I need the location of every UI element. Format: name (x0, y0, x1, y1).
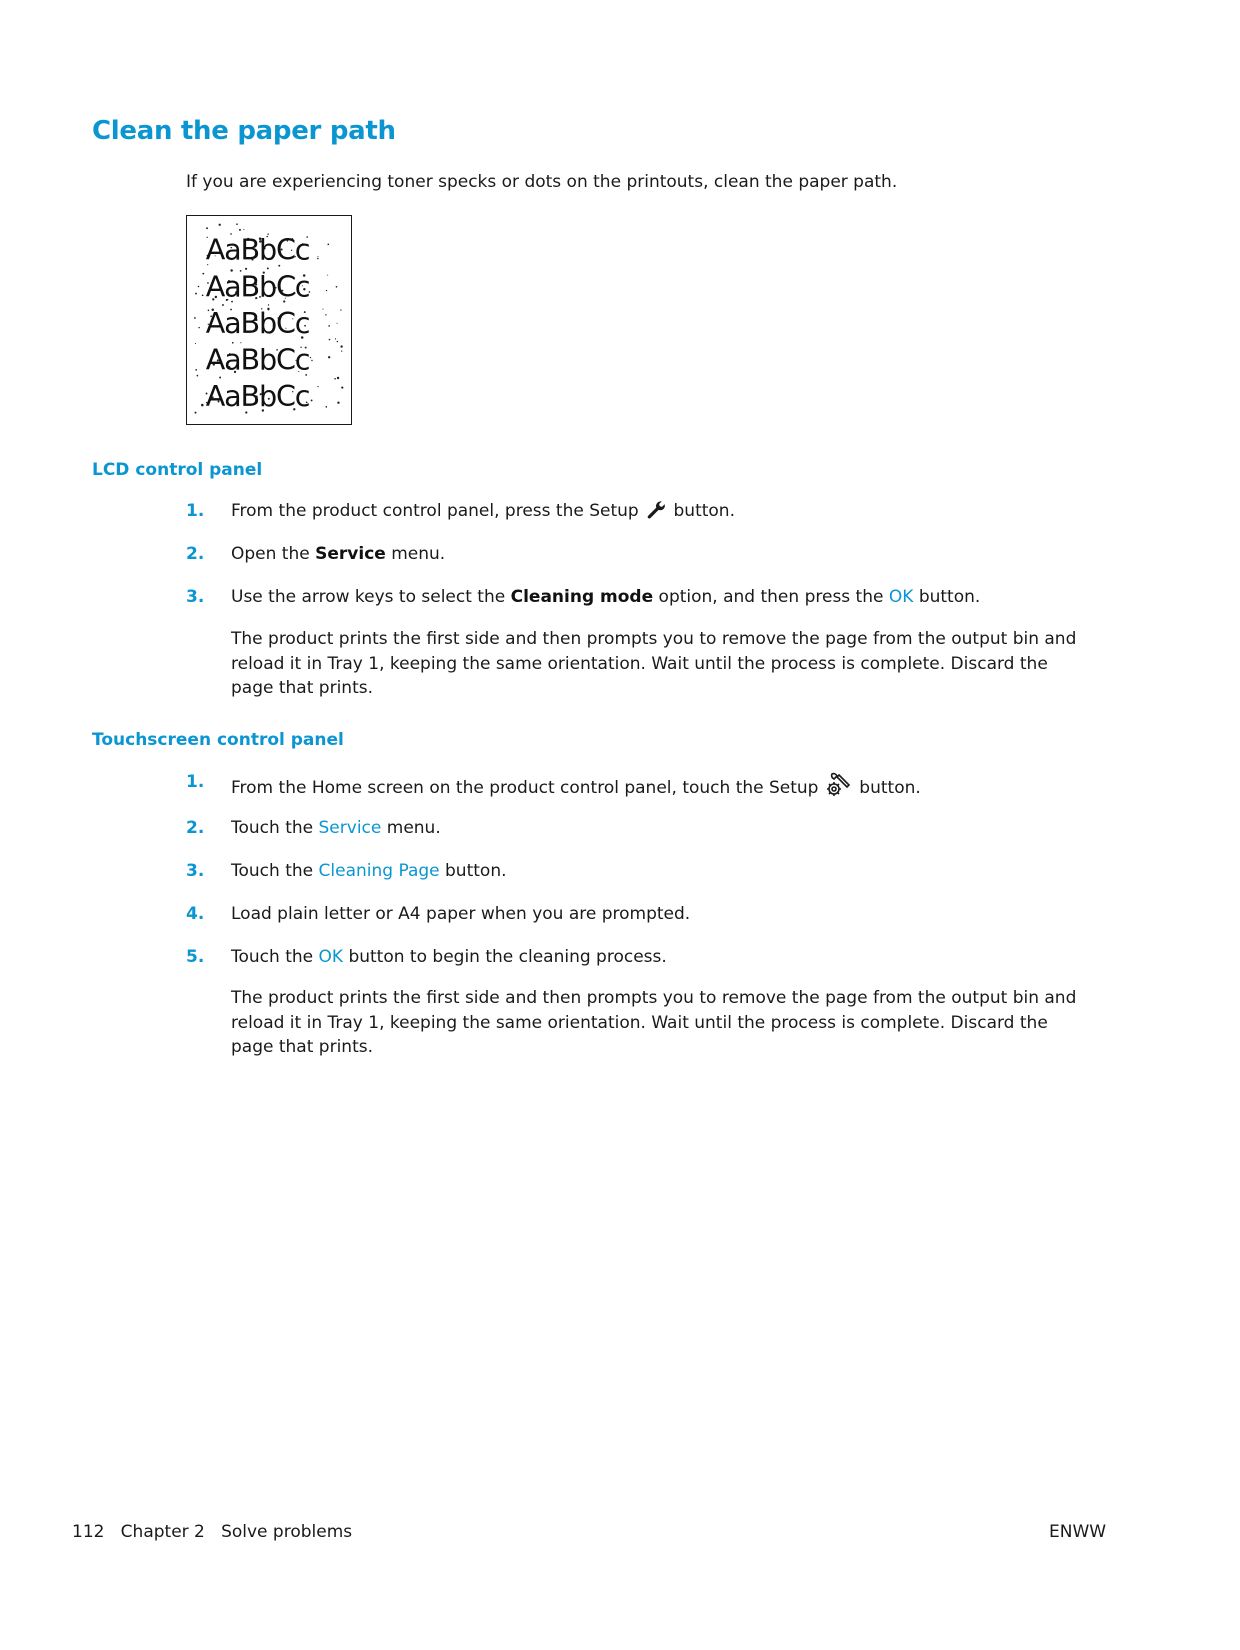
page-number: 112 (72, 1522, 105, 1542)
toner-speck (202, 294, 204, 296)
step-number: 4. (186, 904, 205, 924)
step-number: 1. (186, 772, 205, 792)
toner-speck (335, 338, 336, 339)
toner-speck (334, 378, 336, 380)
toner-speck (337, 341, 339, 343)
toner-speck (317, 386, 318, 387)
step-text-end: button. (445, 861, 507, 881)
toner-speck (195, 412, 197, 414)
toner-speck (219, 224, 221, 226)
step-text-end: menu. (386, 818, 441, 838)
toner-speck (310, 357, 311, 358)
step-text-end: menu. (391, 544, 446, 564)
intro-text: If you are experiencing toner specks or dots on the printouts, clean the paper path. (186, 172, 898, 192)
step-number: 3. (186, 861, 205, 881)
chapter-label: Chapter 2 (120, 1522, 205, 1542)
step-number: 2. (186, 818, 205, 838)
step-text: Touch the (231, 818, 314, 838)
toner-speck (341, 386, 343, 388)
sample-line-4: AaBbCc (205, 342, 310, 377)
service-menu-name: Service (315, 544, 386, 564)
step-text-end: button. (673, 501, 735, 521)
toner-speck (327, 275, 328, 276)
ok-button-label: OK (318, 947, 344, 967)
toner-speck (317, 258, 319, 260)
sample-line-2: AaBbCc (205, 269, 310, 304)
step-text: Use the arrow keys to select the (231, 587, 506, 607)
cleaning-page-button-label: Cleaning Page (318, 861, 440, 881)
step-text: Touch the (231, 861, 314, 881)
footer-left (72, 1522, 352, 1542)
footer-edition: ENWW (1049, 1522, 1107, 1542)
step-number: 2. (186, 544, 205, 564)
sample-line-5: AaBbCc (205, 378, 310, 413)
setup-tools-icon (826, 771, 852, 803)
toner-speck (337, 402, 339, 404)
ok-button-label: OK (888, 587, 914, 607)
step-text: Touch the (231, 947, 314, 967)
toner-speck (195, 293, 197, 295)
step-text-mid: option, and then press the (658, 587, 884, 607)
toner-speck (340, 309, 341, 310)
toner-speck (326, 290, 327, 291)
toner-speck (328, 325, 330, 327)
toner-speck (325, 314, 326, 315)
toner-speck (311, 360, 312, 361)
toner-speck (337, 377, 339, 379)
touch-note: The product prints the first side and then prompts you to remove the page from the output bin and reload it in Tray 1, keeping the same orientation. Wait until the process is complete. Discard the page that prints. (231, 988, 1077, 1057)
wrench-icon (646, 500, 666, 526)
toner-speck (341, 351, 342, 352)
toner-speck (194, 317, 196, 319)
step-text-end: button. (918, 587, 981, 607)
toner-specks-sample-image (186, 215, 352, 425)
touchscreen-section-heading: Touchscreen control panel (92, 730, 344, 750)
toner-speck (236, 223, 238, 225)
chapter-title: Solve problems (221, 1522, 353, 1542)
toner-speck (311, 399, 313, 401)
page-title: Clean the paper path (92, 116, 396, 146)
sample-line-1: AaBbCc (205, 232, 310, 267)
sample-line-3: AaBbCc (205, 305, 310, 340)
step-number: 3. (186, 587, 205, 607)
step-text-end: button. (859, 778, 921, 798)
step-text: Open the (231, 544, 310, 564)
cleaning-mode-option: Cleaning mode (510, 587, 654, 607)
toner-speck (202, 273, 204, 275)
toner-speck (317, 256, 318, 257)
toner-speck (340, 345, 342, 347)
toner-speck (329, 339, 331, 341)
lcd-note: The product prints the first side and then prompts you to remove the page from the output bin and reload it in Tray 1, keeping the same orientation. Wait until the process is complete. Discard the page that prints. (231, 629, 1077, 698)
toner-speck (197, 375, 199, 377)
step-text: From the Home screen on the product control panel, touch the Setup (231, 778, 819, 798)
step-text-end: button to begin the cleaning process. (348, 947, 667, 967)
toner-speck (337, 323, 338, 324)
toner-speck (322, 309, 323, 310)
toner-speck (195, 343, 196, 344)
toner-speck (198, 327, 199, 328)
step-text: From the product control panel, press the Setup (231, 501, 639, 521)
toner-speck (327, 244, 329, 246)
service-menu-label: Service (318, 818, 382, 838)
toner-speck (195, 369, 197, 371)
toner-speck (326, 406, 328, 408)
toner-speck (201, 404, 204, 407)
toner-speck (198, 286, 200, 288)
toner-speck (336, 286, 338, 288)
toner-speck (328, 356, 330, 358)
lcd-section-heading: LCD control panel (92, 460, 263, 480)
toner-speck (239, 229, 241, 231)
step-number: 5. (186, 947, 205, 967)
toner-speck (206, 227, 208, 229)
step-number: 1. (186, 501, 205, 521)
step-text: Load plain letter or A4 paper when you are prompted. (231, 904, 691, 924)
toner-speck (243, 229, 244, 230)
